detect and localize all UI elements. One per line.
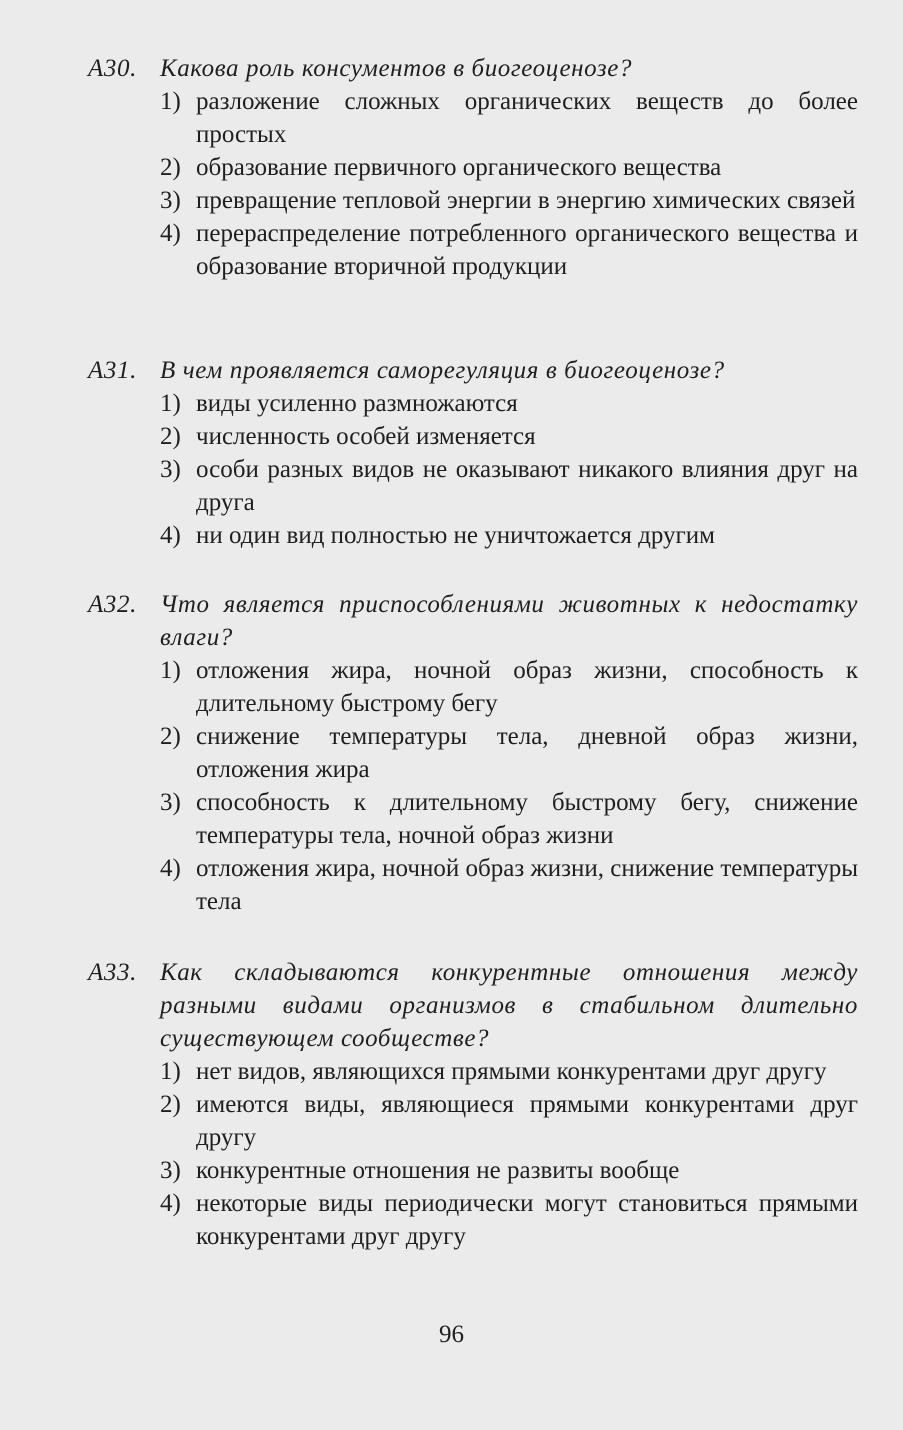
option-number: 2): [160, 723, 181, 750]
answer-option: [88, 519, 858, 552]
question-a30: [88, 52, 858, 283]
answer-option: [88, 720, 858, 786]
question-text: В чем проявляется саморегуляция в биогеоценозе?: [160, 357, 725, 384]
answer-options: [88, 387, 858, 552]
answer-option: [88, 184, 858, 217]
option-number: 3): [160, 1157, 181, 1184]
answer-option: [88, 654, 858, 720]
question-a32: [88, 588, 858, 918]
option-text: способность к длительному быстрому бегу, снижение температуры тела, ночной образ жизни: [196, 789, 858, 849]
question-a33: [88, 956, 858, 1253]
option-text: конкурентные отношения не развиты вообще: [196, 1157, 680, 1184]
answer-option: [88, 1055, 858, 1088]
answer-option: [88, 151, 858, 184]
option-text: численность особей изменяется: [196, 423, 536, 450]
option-text: некоторые виды периодически могут становиться прямыми конкурентами друг другу: [196, 1190, 858, 1250]
question-text: Какова роль консументов в биогеоценозе?: [160, 55, 633, 82]
option-number: 4): [160, 220, 181, 247]
answer-option: [88, 85, 858, 151]
option-number: 4): [160, 1190, 181, 1217]
option-text: отложения жира, ночной образ жизни, способность к длительному быстрому бегу: [196, 657, 858, 717]
answer-option: [88, 852, 858, 918]
option-number: 3): [160, 789, 181, 816]
question-heading: [88, 588, 858, 654]
option-number: 1): [160, 1058, 181, 1085]
question-heading: [88, 52, 858, 85]
answer-option: [88, 453, 858, 519]
option-number: 2): [160, 423, 181, 450]
question-number: А31.: [88, 357, 137, 384]
option-number: 3): [160, 456, 181, 483]
answer-option: [88, 1187, 858, 1253]
answer-option: [88, 1154, 858, 1187]
option-number: 4): [160, 855, 181, 882]
option-number: 2): [160, 1091, 181, 1118]
option-number: 1): [160, 88, 181, 115]
answer-option: [88, 1088, 858, 1154]
question-text: Что является приспособлениями животных к недостатку влаги?: [160, 591, 858, 651]
question-text: Как складываются конкурентные отношения между разными видами организмов в стабильном длительно существующем сообществе?: [160, 959, 858, 1052]
option-text: снижение температуры тела, дневной образ жизни, отложения жира: [196, 723, 858, 783]
answer-options: [88, 85, 858, 283]
option-number: 1): [160, 390, 181, 417]
question-number: А33.: [88, 959, 137, 986]
page-number: 96: [439, 1321, 464, 1348]
option-text: превращение тепловой энергии в энергию химических связей: [196, 187, 856, 214]
option-text: перераспределение потребленного органического вещества и образование вторичной продукции: [196, 220, 858, 280]
option-text: особи разных видов не оказывают никакого влияния друг на друга: [196, 456, 858, 516]
option-text: разложение сложных органических веществ до более простых: [196, 88, 858, 148]
answer-options: [88, 1055, 858, 1253]
option-text: ни один вид полностью не уничтожается другим: [196, 522, 715, 549]
answer-option: [88, 217, 858, 283]
question-number: А30.: [88, 55, 137, 82]
option-text: образование первичного органического вещества: [196, 154, 722, 181]
answer-option: [88, 387, 858, 420]
option-number: 4): [160, 522, 181, 549]
option-text: имеются виды, являющиеся прямыми конкурентами друг другу: [196, 1091, 858, 1151]
question-a31: [88, 354, 858, 552]
answer-option: [88, 786, 858, 852]
option-text: отложения жира, ночной образ жизни, снижение температуры тела: [196, 855, 858, 915]
question-heading: [88, 956, 858, 1055]
answer-option: [88, 420, 858, 453]
option-number: 2): [160, 154, 181, 181]
question-number: А32.: [88, 591, 137, 618]
question-heading: [88, 354, 858, 387]
option-text: виды усиленно размножаются: [196, 390, 518, 417]
option-number: 3): [160, 187, 181, 214]
answer-options: [88, 654, 858, 918]
option-number: 1): [160, 657, 181, 684]
option-text: нет видов, являющихся прямыми конкурентами друг другу: [196, 1058, 827, 1085]
